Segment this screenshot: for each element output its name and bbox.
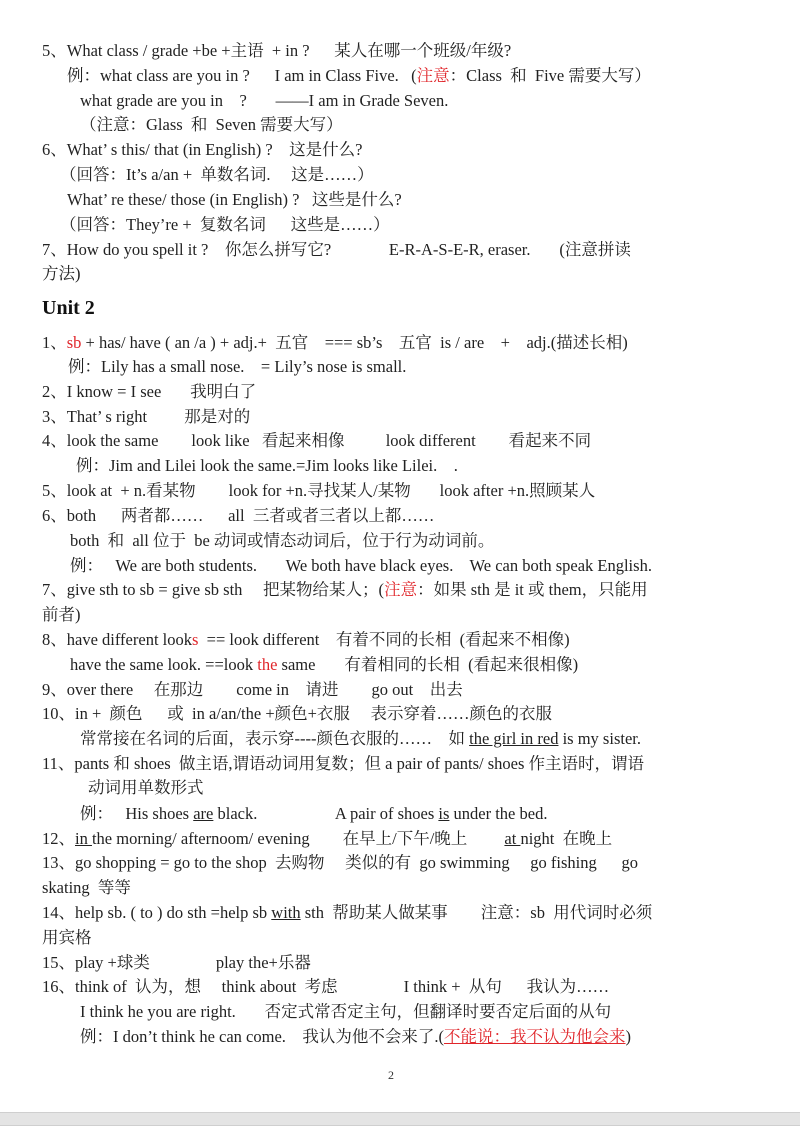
text-segment: sth 帮助某人做某事 注意：sb 用代词时必须	[300, 903, 653, 922]
underlined-text: are	[193, 804, 214, 823]
text-segment: 例： His shoes	[80, 804, 194, 823]
text-segment: 11、pants 和 shoes 做主语,谓语动词用复数；但 a pair of pants/ shoes 作主语时，谓语	[42, 754, 645, 773]
text-segment: both 和 all 位于 be 动词或情态动词后，位于行为动词前。	[70, 531, 495, 550]
text-line	[42, 240, 631, 260]
text-segment: 1、	[42, 333, 67, 352]
text-line	[42, 754, 644, 774]
text-line	[70, 556, 652, 576]
text-segment: 5、look at + n.看某物 look for +n.寻找某人/某物 look after +n.照顾某人	[42, 481, 596, 500]
text-line	[42, 878, 131, 898]
text-segment: have the same look. ==look	[70, 655, 258, 674]
text-segment: I think he you are right. 否定式常否定主句，但翻译时要否定后面的从句	[80, 1002, 612, 1021]
text-segment: is my sister.	[558, 729, 641, 748]
text-segment: 例： We are both students. We both have black eyes. We can both speak English.	[70, 556, 652, 575]
text-segment: what grade are you in ? ——I am in Grade Seven.	[80, 91, 449, 110]
text-segment: What’ re these/ those (in English) ? 这些是什么?	[67, 190, 402, 209]
text-line	[42, 630, 570, 650]
highlight-text: 注意	[416, 66, 450, 85]
text-line	[76, 456, 458, 476]
text-line	[80, 804, 547, 824]
text-segment: night 在晚上	[520, 829, 613, 848]
text-line	[42, 382, 256, 402]
text-segment: 3、That’ s right 那是对的	[42, 407, 251, 426]
text-line	[42, 333, 628, 353]
text-segment: （回答：They’re + 复数名词 这些是……）	[60, 215, 390, 234]
text-segment: 6、both 两者都…… all 三者或者三者以上都……	[42, 506, 435, 525]
text-segment: 4、look the same look like 看起来相像 look different 看起来不同	[42, 431, 592, 450]
text-segment: 12、	[42, 829, 75, 848]
text-line	[70, 531, 494, 551]
text-line	[80, 729, 641, 749]
text-segment: 例：Lily has a small nose. = Lily’s nose is small.	[68, 357, 407, 376]
underlined-text: the girl in red	[469, 729, 559, 748]
text-segment: )	[625, 1027, 632, 1046]
text-segment: ：Class 和 Five 需要大写）	[449, 66, 651, 85]
text-line	[42, 431, 591, 451]
text-line	[42, 264, 81, 284]
text-line	[42, 977, 609, 997]
text-line	[42, 928, 92, 948]
text-line	[42, 605, 81, 625]
text-segment: ：如果 sth 是 it 或 them，只能用	[417, 580, 648, 599]
highlight-text: s	[191, 630, 199, 649]
text-line	[60, 165, 374, 185]
text-segment: 动词用单数形式	[88, 778, 204, 797]
text-line	[42, 140, 362, 160]
text-line	[68, 357, 406, 377]
text-segment: 8、have different look	[42, 630, 192, 649]
text-segment: 14、help sb. ( to ) do sth =help sb	[42, 903, 272, 922]
text-segment: 常常接在名词的后面，表示穿----颜色衣服的…… 如	[80, 729, 470, 748]
highlight-text: sb	[66, 333, 82, 352]
unit-heading: Unit 2	[42, 297, 95, 319]
text-line	[80, 1002, 611, 1022]
text-line	[42, 853, 638, 873]
text-line	[42, 829, 612, 849]
text-segment: the morning/ afternoom/ evening 在早上/下午/晚上	[91, 829, 505, 848]
page-number: 2	[388, 1068, 394, 1082]
text-line	[60, 215, 390, 235]
text-segment: 用宾格	[42, 928, 92, 947]
underlined-text: with	[271, 903, 301, 922]
highlight-text: the	[257, 655, 278, 674]
text-line	[42, 506, 434, 526]
text-line	[80, 1027, 631, 1047]
text-segment: 15、play +球类 play the+乐器	[42, 953, 311, 972]
text-line	[67, 66, 651, 86]
underlined-text: at	[504, 829, 521, 848]
text-line	[80, 115, 343, 135]
text-segment: （回答：It’s a/an + 单数名词. 这是……）	[60, 165, 374, 184]
text-segment: 7、How do you spell it ? 你怎么拼写它? E-R-A-S-E-R, eraser. (注意拼读	[42, 240, 631, 259]
text-segment: 9、over there 在那边 come in 请进 go out 出去	[42, 680, 463, 699]
text-segment: == look different 有着不同的长相 (看起来不相像)	[198, 630, 570, 649]
text-segment: 前者)	[42, 605, 81, 624]
text-line	[42, 680, 463, 700]
text-segment: + has/ have ( an /a ) + adj.+ 五官 === sb’s 五官 is / are + adj.(描述长相)	[81, 333, 628, 352]
underlined-text: in	[75, 829, 92, 848]
highlight-text: 不能说：我不认为他会来	[444, 1027, 626, 1046]
text-segment: 例：what class are you in ? I am in Class Five. (	[67, 66, 417, 85]
text-line	[42, 407, 250, 427]
text-line	[88, 778, 204, 798]
text-segment: 例：Jim and Lilei look the same.=Jim looks like Lilei. .	[76, 456, 458, 475]
text-segment: 10、in + 颜色 或 in a/an/the +颜色+衣服 表示穿着……颜色的衣服	[42, 704, 553, 723]
text-line	[67, 190, 402, 210]
text-segment: 16、think of 认为，想 think about 考虑 I think + 从句 我认为……	[42, 977, 610, 996]
text-line	[42, 903, 652, 923]
underlined-text: is	[438, 804, 450, 823]
highlight-text: 注意	[384, 580, 418, 599]
text-segment: same 有着相同的长相 (看起来很相像)	[277, 655, 579, 674]
text-segment: skating 等等	[42, 878, 131, 897]
text-segment: 方法)	[42, 264, 81, 283]
text-line	[70, 655, 578, 675]
text-segment: black. A pair of shoes	[213, 804, 439, 823]
text-segment: 7、give sth to sb = give sb sth 把某物给某人；(	[42, 580, 385, 599]
text-segment: （注意：Glass 和 Seven 需要大写）	[80, 115, 343, 134]
page-separator	[0, 1112, 800, 1126]
text-line	[42, 704, 552, 724]
text-line	[80, 91, 448, 111]
text-segment: 2、I know = I see 我明白了	[42, 382, 257, 401]
text-line	[42, 481, 595, 501]
text-segment: 13、go shopping = go to the shop 去购物 类似的有 go swimming go fishing go	[42, 853, 638, 872]
text-segment: under the bed.	[449, 804, 548, 823]
text-line	[42, 41, 511, 61]
text-segment: 5、What class / grade +be +主语 + in ? 某人在哪一个班级/年级?	[42, 41, 512, 60]
text-line	[42, 953, 311, 973]
text-line	[42, 580, 648, 600]
text-segment: 6、What’ s this/ that (in English) ? 这是什么?	[42, 140, 363, 159]
text-segment: 例：I don’t think he can come. 我认为他不会来了.(	[80, 1027, 445, 1046]
